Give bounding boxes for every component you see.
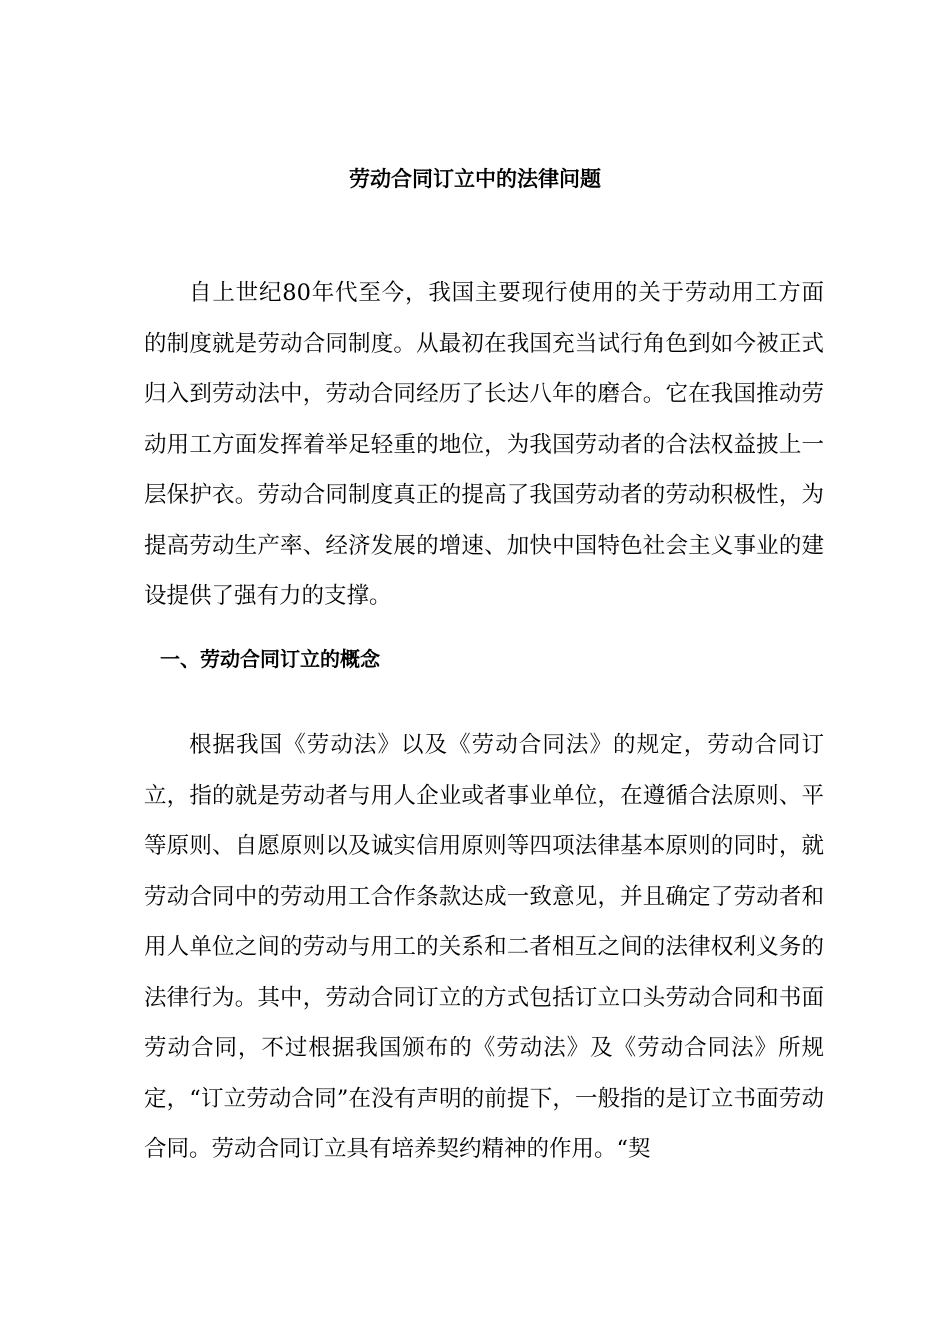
document-title: 劳动合同订立中的法律问题 bbox=[349, 167, 601, 191]
intro-paragraph: 自上世纪80年代至今，我国主要现行使用的关于劳动用工方面的制度就是劳动合同制度。从最初在我国充当试行角色到如今被正式归入到劳动法中，劳动合同经历了长达八年的磨合。它在我国推动劳动用工方面发挥着举足轻重的地位，为我国劳动者的合法权益披上一层保护衣。劳动合同制度真正的提高了我国劳动者的劳动积极性，为提高劳动生产率、经济发展的增速、加快中国特色社会主义事业的建设提供了强有力的支撑。 bbox=[144, 280, 824, 609]
section-heading: 一、劳动合同订立的概念 bbox=[160, 647, 380, 671]
concept-paragraph: 根据我国《劳动法》以及《劳动合同法》的规定，劳动合同订立，指的就是劳动者与用人企业或者事业单位，在遵循合法原则、平等原则、自愿原则以及诚实信用原则等四项法律基本原则的同时，就劳动合同中的劳动用工合作条款达成一致意见，并且确定了劳动者和用人单位之间的劳动与用工的关系和二者相互之间的法律权利义务的法律行为。其中，劳动合同订立的方式包括订立口头劳动合同和书面劳动合同，不过根据我国颁布的《劳动法》及《劳动合同法》所规定，“订立劳动合同”在没有声明的前提下，一般指的是订立书面劳动合同。劳动合同订立具有培养契约精神的作用。“契 bbox=[144, 732, 824, 1162]
